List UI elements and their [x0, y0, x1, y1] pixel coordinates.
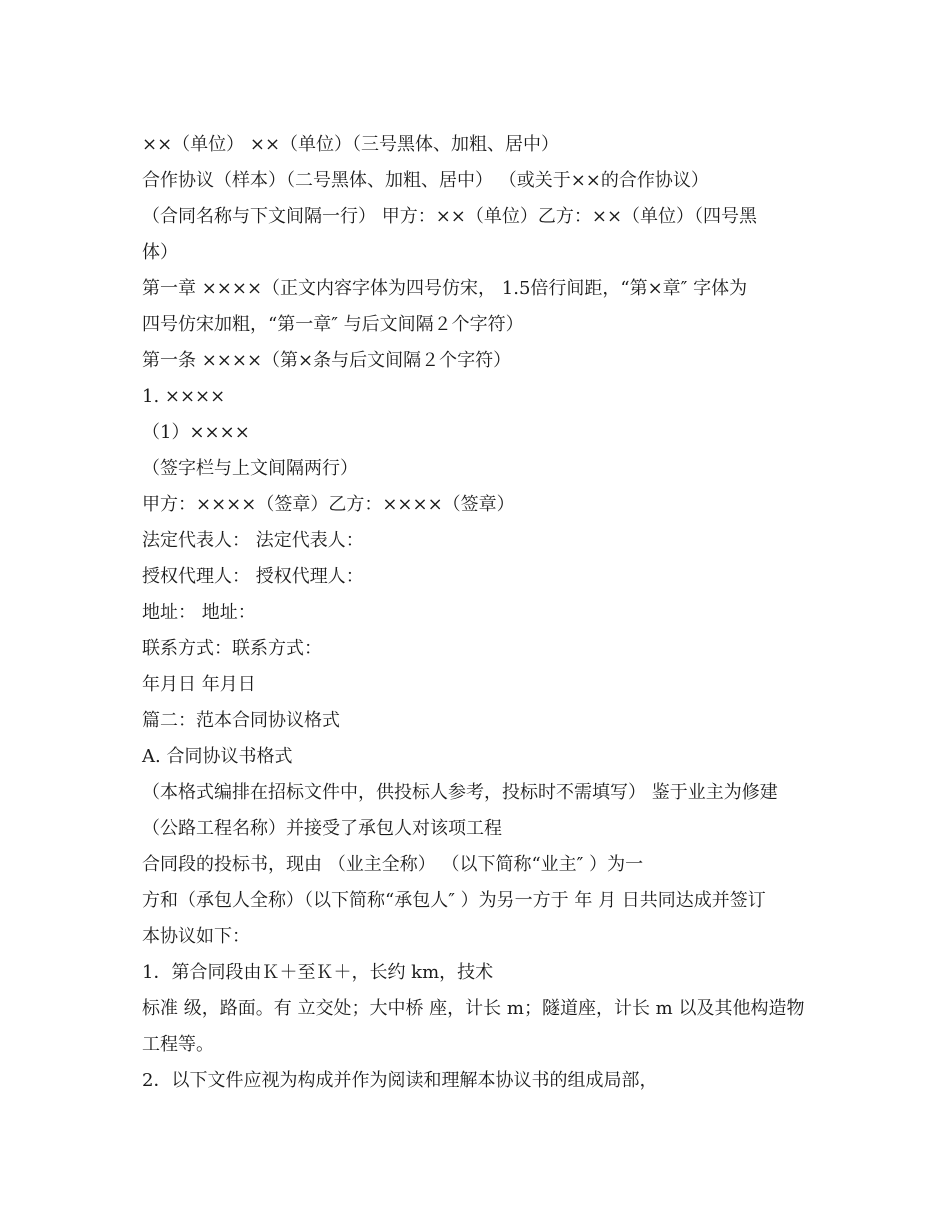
section-heading: 篇二：范本合同协议格式 — [142, 710, 340, 731]
text-line: 联系方式：联系方式： — [142, 638, 322, 659]
text-line: 合同段的投标书，现由 （业主全称） （以下简称“业主″ ）为一 — [142, 854, 644, 875]
text-line: 法定代表人： 法定代表人： — [142, 530, 364, 551]
text-line: 甲方：××××（签章）乙方：××××（签章） — [142, 494, 515, 515]
text-line: （公路工程名称）并接受了承包人对该项工程 — [142, 818, 502, 839]
text-line: 年月日 年月日 — [142, 674, 256, 695]
text-line: 授权代理人： 授权代理人： — [142, 566, 364, 587]
text-line: 1．第合同段由Ｋ＋至Ｋ＋，长约 km，技术 — [142, 962, 494, 983]
text-line: ××（单位） ××（单位）（三号黑体、加粗、居中） — [142, 134, 560, 155]
text-line: 方和（承包人全称）（以下简称“承包人″ ）为另一方于 年 月 日共同达成并签订 — [142, 890, 766, 911]
text-line: 合作协议（样本）（二号黑体、加粗、居中） （或关于××的合作协议） — [142, 170, 709, 191]
text-line: （1）×××× — [142, 422, 250, 443]
text-line: 标准 级，路面。有 立交处；大中桥 座，计长 m；隧道座，计长 m 以及其他构造物 — [142, 998, 805, 1019]
text-line: 第一章 ××××（正文内容字体为四号仿宋， 1.5倍行间距，“第×章″ 字体为 — [142, 278, 748, 299]
text-line: 本协议如下： — [142, 926, 250, 947]
text-line: 工程等。 — [142, 1034, 214, 1055]
text-line: 第一条 ××××（第×条与后文间隔２个字符） — [142, 350, 512, 371]
text-line: 2．以下文件应视为构成并作为阅读和理解本协议书的组成局部， — [142, 1070, 658, 1091]
subsection-heading: A. 合同协议书格式 — [142, 746, 293, 767]
text-line: 地址： 地址： — [142, 602, 256, 623]
document-body — [142, 127, 810, 1099]
text-line: （合同名称与下文间隔一行） 甲方：××（单位）乙方：××（单位）（四号黑 — [142, 206, 758, 227]
text-line: 四号仿宋加粗，“第一章″ 与后文间隔２个字符） — [142, 314, 524, 335]
text-line: （签字栏与上文间隔两行） — [142, 458, 358, 479]
text-line: 1. ×××× — [142, 386, 226, 407]
text-line: （本格式编排在招标文件中，供投标人参考，投标时不需填写） 鉴于业主为修建 — [142, 782, 778, 803]
text-line: 体） — [142, 242, 178, 263]
